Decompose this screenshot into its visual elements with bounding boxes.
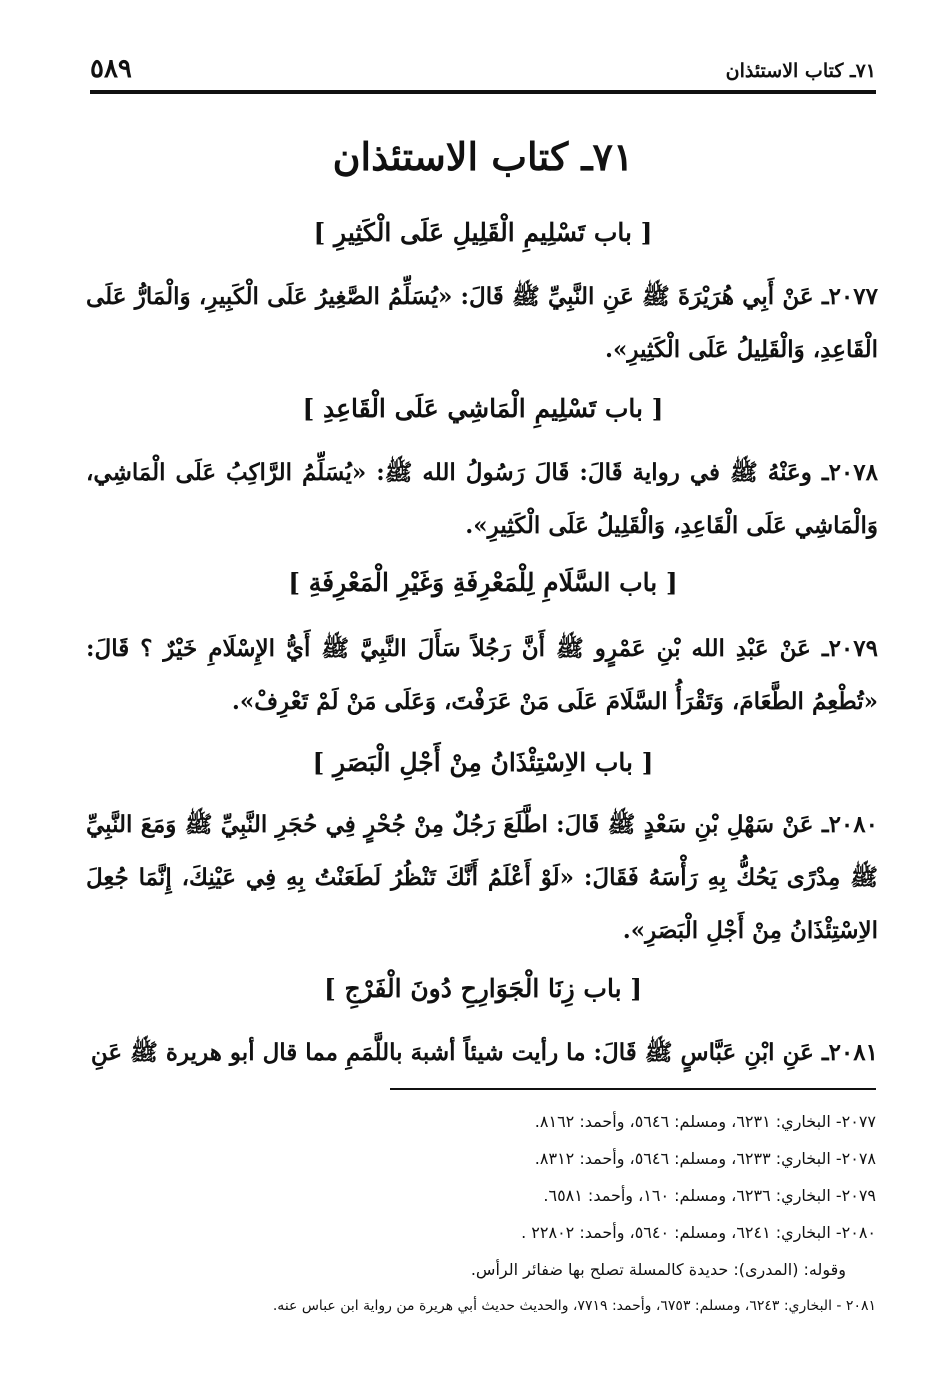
hadith-text: عَنِ ابْنِ عَبَّاسٍ ﷺ قَالَ: ما رأيت شيئاً أشبهَ باللَّمَمِ مما قال أبو هريرة ﷺ عَنِ	[90, 1039, 822, 1066]
running-title: ٧١ـ كتاب الاستئذان	[725, 60, 876, 82]
hadith-2079	[86, 622, 878, 728]
footnote-2079: ٢٠٧٩- البخاري: ٦٢٣٦، ومسلم: ١٦٠، وأحمد: ٦٥٨١.	[543, 1186, 876, 1205]
footnote-2077: ٢٠٧٧- البخاري: ٦٢٣١، ومسلم: ٥٦٤٦، وأحمد: ٨١٦٢.	[534, 1112, 876, 1131]
bab-heading-2078: [ باب تَسْلِيمِ الْمَاشِي عَلَى الْقَاعِدِ ]	[302, 394, 664, 423]
bab-heading-2077: [ باب تَسْلِيمِ الْقَلِيلِ عَلَى الْكَثِيرِ ]	[313, 218, 653, 247]
bab-heading-2079: [ باب السَّلَامِ لِلْمَعْرِفَةِ وَغَيْرِ الْمَعْرِفَةِ ]	[288, 568, 678, 597]
page-number: ٥٨٩	[90, 54, 132, 84]
hadith-2078	[86, 446, 878, 552]
footnote-2081: ٢٠٨١ - البخاري: ٦٢٤٣، ومسلم: ٦٧٥٣، وأحمد: ٧٧١٩، والحديث حديث أبي هريرة من رواية ابن عباس عنه.	[272, 1298, 876, 1314]
bab-heading-2080: [ باب الاِسْتِئْذَانُ مِنْ أَجْلِ الْبَصَرِ ]	[312, 748, 654, 777]
hadith-number: ٢٠٧٧ـ	[821, 283, 878, 310]
hadith-text: عَنْ عَبْدِ الله بْنِ عَمْرٍو ﷺ أَنَّ رَجُلاً سَأَلَ النَّبِيَّ ﷺ أَيُّ الإِسْلَامِ خَيْرٌ ؟ قَالَ: «تُطْعِمُ الطَّعَامَ، وَتَقْرَأُ السَّلَامَ عَلَى مَنْ عَرَفْتَ، وَعَلَى مَنْ لَمْ تَعْرِفْ».	[86, 635, 878, 715]
hadith-number: ٢٠٧٨ـ	[821, 459, 878, 486]
footnote-2080: ٢٠٨٠- البخاري: ٦٢٤١، ومسلم: ٥٦٤٠، وأحمد: ٢٢٨٠٢ .	[521, 1223, 876, 1242]
footnote-rule	[390, 1088, 876, 1090]
footnote-2078: ٢٠٧٨- البخاري: ٦٢٣٣، ومسلم: ٥٦٤٦، وأحمد: ٨٣١٢.	[534, 1149, 876, 1168]
hadith-number: ٢٠٧٩ـ	[821, 635, 878, 662]
hadith-2081	[86, 1026, 878, 1079]
hadith-number: ٢٠٨١ـ	[821, 1039, 878, 1066]
hadith-text: عَنْ أَبِي هُرَيْرَةَ ﷺ عَنِ النَّبِيِّ ﷺ قَالَ: «يُسَلِّمُ الصَّغِيرُ عَلَى الْكَبِيرِ، وَالْمَارُّ عَلَى الْقَاعِدِ، وَالْقَلِيلُ عَلَى الْكَثِيرِ».	[86, 283, 878, 363]
hadith-2080	[86, 798, 878, 957]
running-header	[90, 54, 876, 94]
hadith-text: عَنْ سَهْلِ بْنِ سَعْدٍ ﷺ قَالَ: اطَّلَعَ رَجُلٌ مِنْ جُحْرٍ فِي حُجَرِ النَّبِيِّ ﷺ وَمَعَ النَّبِيِّ ﷺ مِدْرًى يَحُكُّ بِهِ رَأْسَهُ فَقَالَ: «لَوْ أَعْلَمُ أَنَّكَ تَنْظُرُ لَطَعَنْتُ بِهِ فِي عَيْنِكَ، إِنَّمَا جُعِلَ الاِسْتِئْذَانُ مِنْ أَجْلِ الْبَصَرِ».	[86, 811, 878, 944]
header-rule	[90, 90, 876, 94]
bab-heading-2081: [ باب زِنَا الْجَوَارِحِ دُونَ الْفَرْجِ ]	[323, 974, 643, 1003]
chapter-title: ٧١ـ كتاب الاستئذان	[332, 134, 634, 179]
hadith-text: وعَنْهُ ﷺ في رواية قَالَ: قَالَ رَسُولُ الله ﷺ: «يُسَلِّمُ الرَّاكِبُ عَلَى الْمَاشِي، وَالْمَاشِي عَلَى الْقَاعِدِ، وَالْقَلِيلُ عَلَى الْكَثِيرِ».	[86, 459, 878, 539]
hadith-2077	[86, 270, 878, 376]
footnote-note: وقوله: (المدرى): حديدة كالمسلة تصلح بها ضفائر الرأس.	[470, 1260, 846, 1279]
hadith-number: ٢٠٨٠ـ	[821, 811, 878, 838]
footnotes	[100, 1103, 876, 1325]
